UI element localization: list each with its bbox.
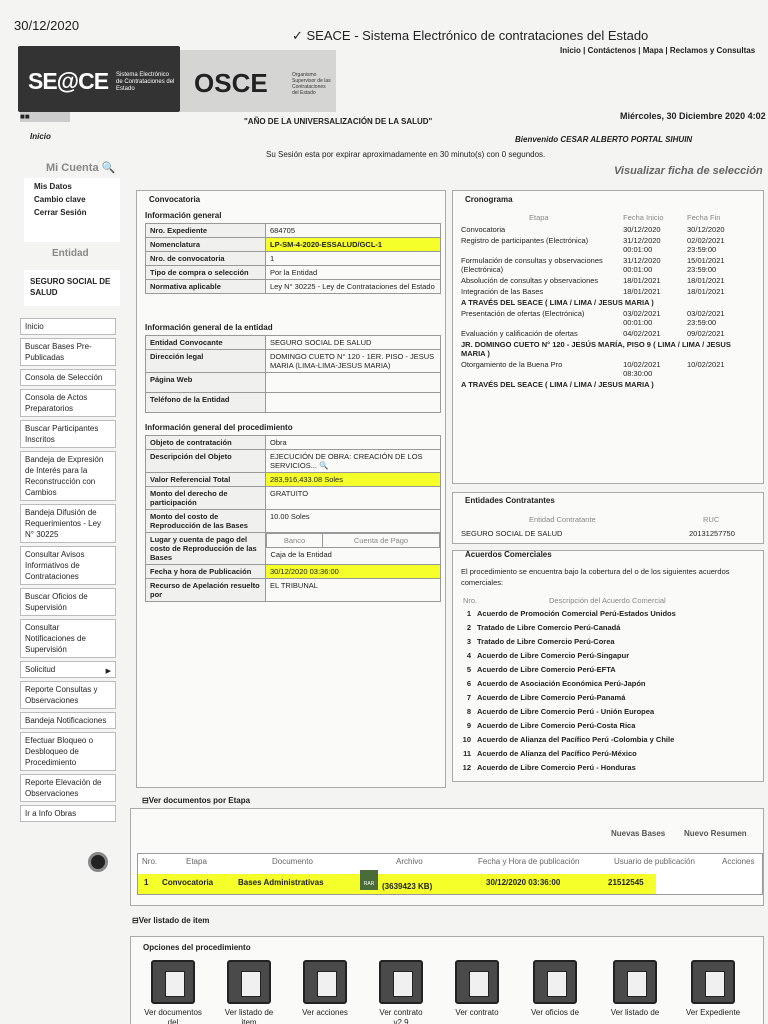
- contract-icon: [379, 960, 423, 1004]
- osce-logo[interactable]: [180, 50, 336, 112]
- sidebar-item[interactable]: Efectuar Bloqueo o Desbloqueo de Procedimiento: [20, 732, 116, 771]
- field-label: Nro. de convocatoria: [146, 252, 266, 266]
- column-header: Fecha Inicio: [623, 213, 664, 222]
- current-datetime: Miércoles, 30 Diciembre 2020 4:02: [620, 111, 766, 121]
- sidebar-item[interactable]: Inicio: [20, 318, 116, 335]
- end-date: 15/01/2021 23:59:00: [687, 256, 725, 274]
- location-text: A TRAVÉS DEL SEACE ( LIMA / LIMA / JESUS MARIA ): [461, 298, 654, 307]
- column-header: Etapa: [529, 213, 549, 222]
- item-number: 6: [466, 679, 471, 688]
- doc-date: 30/12/2020 03:36:00: [486, 878, 561, 887]
- osce-logo-text: OSCE: [194, 68, 268, 98]
- search-icon[interactable]: 🔍: [319, 461, 329, 470]
- stage-name: Integración de las Bases: [461, 287, 544, 296]
- acuerdos-intro: El procedimiento se encuentra bajo la cobertura del o de los siguientes acuerdos comerciales:: [461, 567, 730, 587]
- list-item: [455, 623, 676, 637]
- column-header: Etapa: [186, 857, 207, 866]
- sidebar-menu: [20, 318, 116, 825]
- table-row: [459, 286, 749, 297]
- entity-info-heading: Información general de la entidad: [145, 323, 273, 332]
- ver-acciones-button[interactable]: [296, 960, 354, 1018]
- column-header: Entidad Contratante: [529, 515, 596, 524]
- end-date: 18/01/2021: [687, 287, 725, 296]
- field-value: 10.00 Soles: [266, 510, 441, 533]
- item-text: Acuerdo de Libre Comercio Perú-Costa Rica: [477, 721, 636, 730]
- column-header: Nro.: [463, 596, 478, 605]
- entity-info-table: [145, 335, 441, 413]
- convocatoria-panel: [136, 190, 446, 788]
- doc-document: Bases Administrativas: [238, 878, 324, 887]
- field-label: Monto del costo de Reproducción de las Bases: [146, 510, 266, 533]
- cronograma-title: Cronograma: [465, 195, 513, 204]
- field-value: Obra: [266, 436, 441, 450]
- list-item: [455, 763, 676, 777]
- item-text: Tratado de Libre Comercio Perú-Canadá: [477, 623, 621, 632]
- location-text: JR. DOMINGO CUETO N° 120 - JESÚS MARÍA, PISO 9 ( LIMA / LIMA / JESUS MARIA ): [461, 340, 731, 358]
- doc-user: 21512545: [608, 878, 644, 887]
- field-value: EJECUCIÓN DE OBRA: CREACIÓN DE LOS SERVICIOS...: [270, 452, 423, 470]
- field-value: 1: [266, 252, 441, 266]
- column-header: Usuario de publicación: [614, 857, 695, 866]
- list-item: [455, 651, 676, 665]
- cronograma-table: [459, 211, 749, 390]
- item-number: 2: [466, 623, 471, 632]
- documents-icon: [151, 960, 195, 1004]
- session-warning: Su Sesión esta por expirar aproximadamente en 30 minuto(s) con 0 segundos.: [266, 150, 546, 159]
- stage-name: Otorgamiento de la Buena Pro: [461, 360, 563, 369]
- item-number: 8: [466, 707, 471, 716]
- print-title: ✓ SEACE - Sistema Electrónico de contrataciones del Estado: [292, 28, 649, 43]
- stage-name: Presentación de ofertas (Electrónica): [461, 309, 585, 318]
- file-size: (3639423 KB): [382, 882, 433, 891]
- items-toggle[interactable]: [132, 916, 209, 925]
- seace-logo-text: SE@CE: [28, 68, 109, 94]
- field-label: Valor Referencial Total: [146, 473, 266, 487]
- column-header: Acciones: [722, 857, 755, 866]
- stage-name: Formulación de consultas y observaciones (Electrónica): [461, 256, 603, 274]
- stage-name: Registro de participantes (Electrónica): [461, 236, 589, 245]
- item-text: Acuerdo de Promoción Comercial Perú-Estados Unidos: [477, 609, 676, 618]
- table-row: [459, 359, 749, 379]
- column-header: Descripción del Acuerdo Comercial: [549, 596, 666, 605]
- sidebar-item-label: Solicitud: [25, 665, 56, 674]
- location-row: [459, 297, 749, 308]
- field-label: Lugar y cuenta de pago del costo de Reproducción de las Bases: [146, 533, 266, 565]
- item-text: Acuerdo de Libre Comercio Perú-EFTA: [477, 665, 616, 674]
- expand-icon: ⊟: [142, 796, 149, 805]
- nuevo-resumen-link[interactable]: Nuevo Resumen: [684, 829, 747, 838]
- ver-expediente-button[interactable]: [684, 960, 742, 1018]
- location-row: [459, 379, 749, 390]
- table-row: [146, 224, 441, 238]
- start-date: 04/02/2021: [623, 329, 661, 338]
- start-date: 18/01/2021: [623, 276, 661, 285]
- table-header-row: [459, 211, 749, 224]
- field-value: Caja de la Entidad: [270, 550, 332, 559]
- mi-cuenta-heading: [46, 161, 115, 174]
- mi-cuenta-label: Mi Cuenta: [46, 162, 99, 174]
- folder-icon: [691, 960, 735, 1004]
- field-value: SEGURO SOCIAL DE SALUD: [266, 336, 441, 350]
- item-text: Tratado de Libre Comercio Perú-Corea: [477, 637, 615, 646]
- table-row: [459, 255, 749, 275]
- table-row: [459, 224, 749, 235]
- field-label: Tipo de compra o selección: [146, 266, 266, 280]
- end-date: 30/12/2020: [687, 225, 725, 234]
- button-label: Ver oficios de: [530, 1008, 580, 1017]
- acuerdos-title: Acuerdos Comerciales: [465, 550, 552, 559]
- field-label: Recurso de Apelación resuelto por: [146, 579, 266, 602]
- list-item: [455, 735, 676, 749]
- items-toggle-label: Ver listado de item: [138, 916, 210, 925]
- field-label: Descripción del Objeto: [146, 450, 266, 473]
- payment-table: [266, 533, 440, 561]
- field-label: Nomenclatura: [146, 238, 266, 252]
- description-value[interactable]: [266, 450, 441, 473]
- table-row: [146, 280, 441, 294]
- ver-items-button[interactable]: [220, 960, 278, 1024]
- column-header: RUC: [703, 515, 720, 524]
- procedure-info-heading: Información general del procedimiento: [145, 423, 293, 432]
- contract-icon: [455, 960, 499, 1004]
- traffic-light-icon: [303, 960, 347, 1004]
- list-item: [455, 721, 676, 735]
- entity-ruc: 20131257750: [689, 529, 735, 538]
- entidad-heading: Entidad: [52, 248, 89, 259]
- location-row: [459, 339, 749, 359]
- pause-icon[interactable]: [88, 852, 108, 872]
- table-row: [146, 533, 441, 565]
- item-number: 11: [463, 749, 471, 758]
- entidades-panel: [452, 492, 764, 544]
- doc-nro: 1: [144, 878, 149, 887]
- cronograma-panel: [452, 190, 764, 484]
- field-value: Ley N° 30225 - Ley de Contrataciones del Estado: [266, 280, 441, 294]
- table-row: [267, 548, 440, 562]
- list-item: [455, 637, 676, 651]
- mail-icon: [533, 960, 577, 1004]
- list-item: [455, 693, 676, 707]
- start-date: 31/12/2020 00:01:00: [623, 256, 661, 274]
- seace-logo[interactable]: [18, 46, 180, 112]
- item-number: 12: [462, 763, 471, 772]
- sidebar-item[interactable]: Ir a Info Obras: [20, 805, 116, 822]
- button-label: Ver documentos del: [144, 1008, 202, 1024]
- sidebar-item[interactable]: Buscar Participantes Inscritos: [20, 420, 116, 448]
- account-cerrar-sesion[interactable]: Cerrar Sesión: [34, 208, 87, 217]
- start-date: 10/02/2021 08:30:00: [623, 360, 661, 378]
- docs-toggle-label: Ver documentos por Etapa: [148, 796, 251, 805]
- page-title: Visualizar ficha de selección: [614, 165, 763, 177]
- list-icon: [227, 960, 271, 1004]
- field-label: Fecha y hora de Publicación: [146, 565, 266, 579]
- stage-name: Evaluación y calificación de ofertas: [461, 329, 578, 338]
- field-value: Por la Entidad: [266, 266, 441, 280]
- general-info-heading: Información general: [145, 211, 222, 220]
- start-date: 30/12/2020: [623, 225, 661, 234]
- ver-contrato-v29-button[interactable]: [372, 960, 430, 1024]
- button-label: Ver listado de item: [224, 1008, 274, 1024]
- table-row: [459, 275, 749, 286]
- ver-oficios-button[interactable]: [526, 960, 584, 1018]
- item-text: Acuerdo de Libre Comercio Perú - Honduras: [477, 763, 636, 772]
- sidebar-item[interactable]: Buscar Bases Pre-Publicadas: [20, 338, 116, 366]
- valor-referencial-value: 283,916,433.08 Soles: [266, 473, 441, 487]
- end-date: 03/02/2021 23:59:00: [687, 309, 725, 327]
- table-row: [459, 235, 749, 255]
- list-item: [455, 609, 676, 623]
- table-row: [146, 473, 441, 487]
- welcome-text: Bienvenido CESAR ALBERTO PORTAL SIHUIN: [515, 135, 693, 144]
- item-text: Acuerdo de Alianza del Pacífico Perú-México: [477, 749, 637, 758]
- table-row: [459, 328, 749, 339]
- print-date: 30/12/2020: [14, 18, 80, 33]
- expand-icon: ⊟: [132, 916, 139, 925]
- item-number: 4: [466, 651, 471, 660]
- field-label: Dirección legal: [146, 350, 266, 373]
- item-text: Acuerdo de Libre Comercio Perú - Unión Europea: [477, 707, 655, 716]
- sidebar-item[interactable]: Consultar Avisos Informativos de Contrataciones: [20, 546, 116, 585]
- item-text: Acuerdo de Alianza del Pacífico Perú -Colombia y Chile: [477, 735, 675, 744]
- table-row: [146, 336, 441, 350]
- end-date: 02/02/2021 23:59:00: [687, 236, 725, 254]
- table-row: [146, 373, 441, 393]
- column-header: Nro.: [142, 857, 158, 866]
- table-row: [146, 450, 441, 473]
- column-header: Documento: [272, 857, 313, 866]
- start-date: 03/02/2021 00:01:00: [623, 309, 661, 327]
- osce-logo-subtitle: Organismo Supervisor de las Contrataciones del Estado: [292, 72, 331, 96]
- field-value: GRATUITO: [266, 487, 441, 510]
- location-text: A TRAVÉS DEL SEACE ( LIMA / LIMA / JESUS MARIA ): [461, 380, 654, 389]
- docs-panel: [130, 808, 764, 906]
- table-row: [267, 534, 440, 548]
- account-mis-datos[interactable]: Mis Datos: [34, 182, 72, 191]
- table-row: [146, 393, 441, 413]
- item-number: 10: [462, 735, 471, 744]
- entity-name: SEGURO SOCIAL DE SALUD: [461, 529, 563, 538]
- general-info-table: [145, 223, 441, 294]
- start-date: 31/12/2020 00:01:00: [623, 236, 661, 254]
- table-row: [146, 252, 441, 266]
- sidebar-item[interactable]: Buscar Oficios de Supervisión: [20, 588, 116, 616]
- sidebar-item[interactable]: Consultar Notificaciones de Supervisión: [20, 619, 116, 658]
- table-row: [146, 436, 441, 450]
- sidebar-item[interactable]: Reporte Elevación de Observaciones: [20, 774, 116, 802]
- field-label: Entidad Convocante: [146, 336, 266, 350]
- table-row: [146, 350, 441, 373]
- column-header: Fecha Fin: [687, 213, 721, 222]
- button-label: Ver contrato: [455, 1008, 499, 1017]
- field-value: EL TRIBUNAL: [266, 579, 441, 602]
- field-label: Normativa aplicable: [146, 280, 266, 294]
- field-value: [266, 393, 441, 413]
- end-date: 18/01/2021: [687, 276, 725, 285]
- end-date: 09/02/2021: [687, 329, 725, 338]
- list-item: [455, 749, 676, 763]
- list-item: [455, 707, 676, 721]
- payment-subtable: [266, 533, 441, 565]
- entidad-name: SEGURO SOCIAL DE SALUD: [24, 270, 120, 306]
- table-row: [146, 487, 441, 510]
- column-header: Banco: [267, 534, 323, 548]
- account-menu: [24, 178, 120, 242]
- account-cambio-clave[interactable]: Cambio clave: [34, 195, 86, 204]
- nomenclatura-value: LP-SM-4-2020-ESSALUD/GCL-1: [266, 238, 441, 252]
- procedure-info-table: [145, 435, 441, 602]
- acuerdos-panel: [452, 550, 764, 782]
- sidebar-item-solicitud[interactable]: [20, 661, 116, 678]
- year-motto: "AÑO DE LA UNIVERSALIZACIÓN DE LA SALUD": [244, 117, 433, 126]
- publication-date-value: 30/12/2020 03:36:00: [266, 565, 441, 579]
- ver-actividades-button[interactable]: [606, 960, 664, 1018]
- field-label: Nro. Expediente: [146, 224, 266, 238]
- button-label: Ver contrato v2.9: [379, 1008, 423, 1024]
- start-date: 18/01/2021: [623, 287, 661, 296]
- flag-bar: ■■: [20, 112, 70, 122]
- item-number: 1: [466, 609, 471, 618]
- column-header: Fecha y Hora de publicación: [478, 857, 580, 866]
- item-text: Acuerdo de Asociación Económica Perú-Japón: [477, 679, 646, 688]
- item-number: 9: [466, 721, 471, 730]
- end-date: 10/02/2021: [687, 360, 725, 369]
- stage-name: Absolución de consultas y observaciones: [461, 276, 599, 285]
- field-label: Página Web: [146, 373, 266, 393]
- list-item: [455, 679, 676, 693]
- acuerdos-list: [455, 609, 676, 777]
- column-header: Archivo: [396, 857, 423, 866]
- table-row: [146, 238, 441, 252]
- item-text: Acuerdo de Libre Comercio Perú-Panamá: [477, 693, 626, 702]
- opciones-title: Opciones del procedimiento: [143, 943, 251, 952]
- button-label: Ver Expediente: [685, 1008, 741, 1017]
- field-value: DOMINGO CUETO N° 120 - 1ER. PISO - JESUS MARIA (LIMA-LIMA-JESUS MARIA): [266, 350, 441, 373]
- file-type: RAR: [363, 881, 375, 887]
- list-item: [455, 665, 676, 679]
- item-number: 7: [466, 693, 471, 702]
- field-label: Objeto de contratación: [146, 436, 266, 450]
- sidebar-item[interactable]: Bandeja Notificaciones: [20, 712, 116, 729]
- field-value: 684705: [266, 224, 441, 238]
- sidebar-item[interactable]: Reporte Consultas y Observaciones: [20, 681, 116, 709]
- button-label: Ver acciones: [302, 1008, 348, 1017]
- nuevas-bases-link[interactable]: Nuevas Bases: [611, 829, 666, 838]
- sidebar-item[interactable]: Consola de Selección: [20, 369, 116, 386]
- stage-name: Convocatoria: [461, 225, 506, 234]
- table-row: [146, 510, 441, 533]
- table-row: [146, 266, 441, 280]
- table-row: [459, 308, 749, 328]
- item-number: 5: [466, 665, 471, 674]
- button-label: Ver listado de: [610, 1008, 660, 1017]
- breadcrumb[interactable]: Inicio: [30, 132, 51, 141]
- docs-table: [137, 853, 763, 895]
- chevron-right-icon: ▶: [105, 668, 111, 675]
- doc-etapa: Convocatoria: [162, 878, 214, 887]
- sidebar-item[interactable]: Bandeja de Expresión de Interés para la Reconstrucción con Cambios: [20, 451, 116, 501]
- item-text: Acuerdo de Libre Comercio Perú-Singapur: [477, 651, 630, 660]
- item-number: 3: [466, 637, 471, 646]
- entidades-title: Entidades Contratantes: [465, 496, 555, 505]
- search-icon: 🔍: [101, 162, 116, 174]
- column-header: Cuenta de Pago: [323, 534, 440, 548]
- field-label: Monto del derecho de participación: [146, 487, 266, 510]
- ver-contrato-button[interactable]: [448, 960, 506, 1018]
- docs-toggle[interactable]: [142, 796, 250, 805]
- sidebar-item[interactable]: Bandeja Difusión de Requerimientos - Ley N° 30225: [20, 504, 116, 543]
- field-label: Teléfono de la Entidad: [146, 393, 266, 413]
- field-value: [266, 373, 441, 393]
- top-links[interactable]: Inicio | Contáctenos | Mapa | Reclamos y Consultas: [560, 46, 756, 55]
- ver-documentos-button[interactable]: [144, 960, 202, 1024]
- table-row: [146, 565, 441, 579]
- seace-logo-subtitle: Sistema Electrónico de Contrataciones del Estado: [116, 72, 175, 92]
- convocatoria-title: Convocatoria: [149, 195, 201, 204]
- checklist-icon: [613, 960, 657, 1004]
- table-row: [146, 579, 441, 602]
- rar-file-icon[interactable]: [360, 870, 378, 890]
- sidebar-item[interactable]: Consola de Actos Preparatorios: [20, 389, 116, 417]
